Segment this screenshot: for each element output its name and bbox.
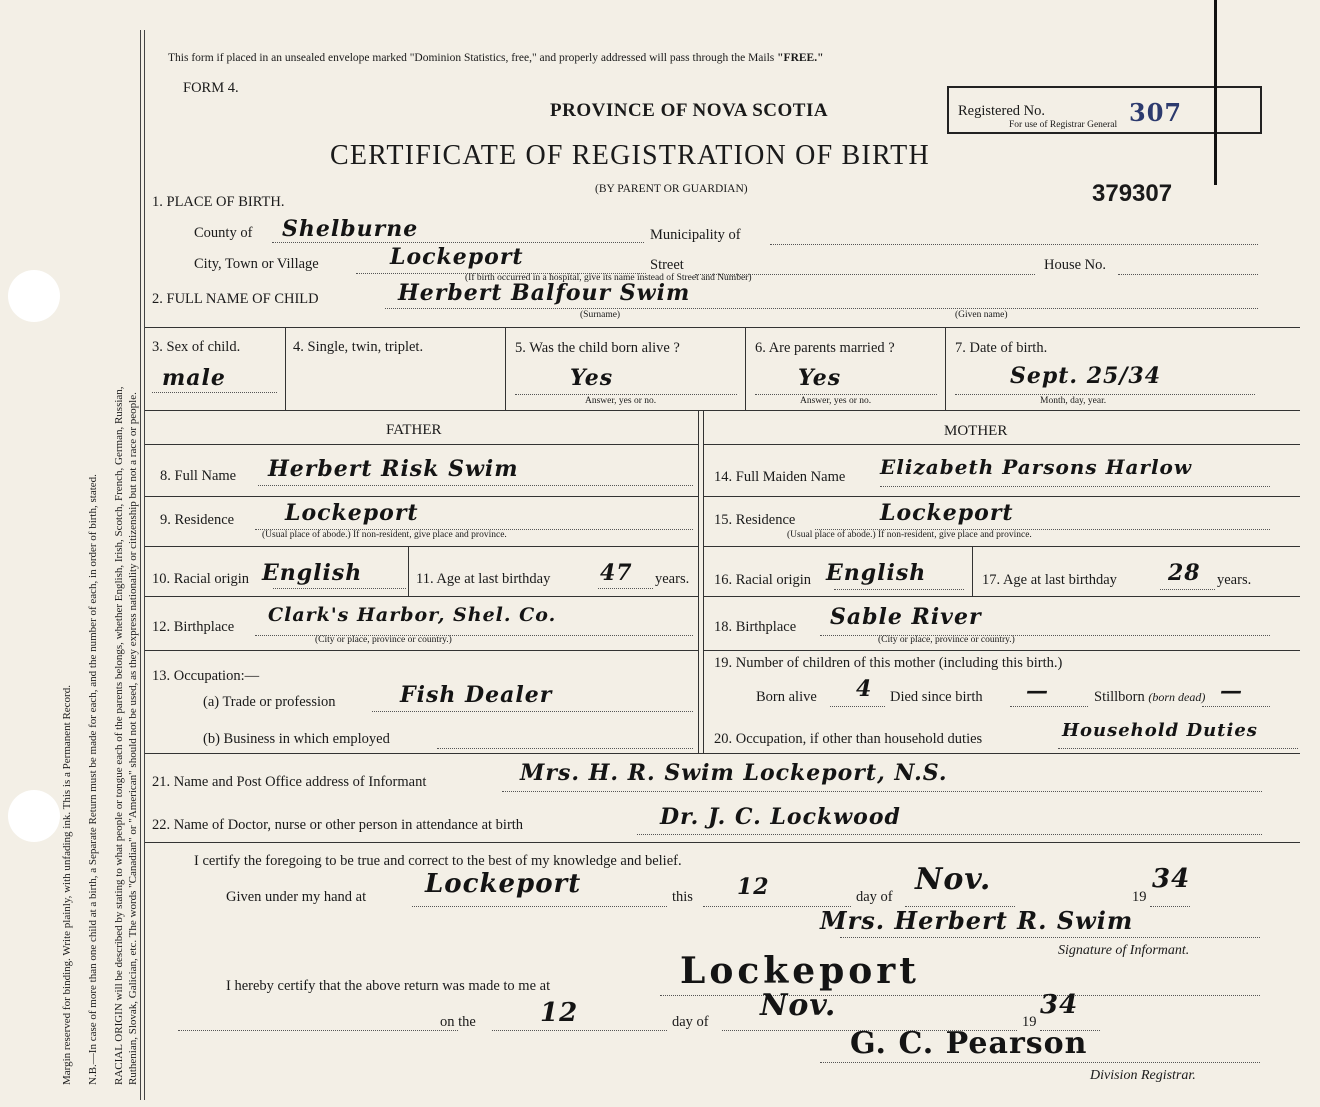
date-of-birth-label: 7. Date of birth. (955, 340, 1048, 356)
given-place-value: Lockeport (425, 869, 582, 899)
father-age-line (598, 588, 653, 589)
mother-racial-label: 16. Racial origin (714, 572, 812, 588)
registered-label: Registered No. (958, 103, 1045, 119)
parents-married-line (755, 394, 937, 395)
month-value: Nov. (915, 862, 992, 897)
child-name-value: Herbert Balfour Swim (398, 280, 691, 306)
margin-note-multiple-births: N.B.—In case of more than one child at a birth, a Separate Return must be made for each, and the number of each, in order of birth, stated. (87, 474, 99, 1085)
col-divider-1 (285, 327, 286, 410)
informant-line (502, 791, 1262, 792)
father-trade-line (372, 711, 693, 712)
rule-mother-4 (703, 650, 1300, 651)
father-racial-line (273, 588, 406, 589)
rule-above-certification (145, 842, 1300, 843)
doctor-label: 22. Name of Doctor, nurse or other person in attendance at birth (152, 817, 524, 833)
registrar-month-value: Nov. (760, 988, 837, 1023)
rule-father-2 (145, 546, 698, 547)
county-label: County of (194, 225, 253, 241)
father-business-line (437, 748, 693, 749)
mail-notice: This form if placed in an unsealed envelope marked "Dominion Statistics, free," and properly addressed will pass through the Mails "FREE." (168, 52, 824, 64)
this-label: this (672, 889, 693, 905)
father-name-line (258, 485, 693, 486)
mother-age-label: 17. Age at last birthday (982, 572, 1117, 588)
city-value: Lockeport (390, 244, 524, 270)
father-name-value: Herbert Risk Swim (268, 456, 519, 482)
registrar-day-line (492, 1030, 667, 1031)
binding-hole-bottom (8, 790, 60, 842)
year-line (1150, 906, 1190, 907)
rule-above-sex (145, 327, 1300, 328)
registrar-signature-line (820, 1062, 1260, 1063)
margin-note-permanent: Margin reserved for binding. Write plainly, with unfading ink. This is a Permanent Record. (61, 685, 73, 1085)
municipality-label: Municipality of (650, 227, 741, 243)
province-heading: PROVINCE OF NOVA SCOTIA (550, 100, 829, 121)
house-line (1118, 274, 1258, 275)
certify-statement: I certify the foregoing to be true and correct to the best of my knowledge and belief. (194, 853, 682, 869)
street-label: Street (650, 257, 684, 273)
year-value: 34 (1152, 864, 1191, 894)
rule-father-4 (145, 650, 698, 651)
father-residence-value: Lockeport (285, 500, 419, 526)
parents-divider (698, 410, 699, 753)
parents-married-note: Answer, yes or no. (800, 396, 872, 406)
mother-age-line (1160, 589, 1215, 590)
doctor-line (637, 834, 1262, 835)
father-age-value: 47 (600, 560, 633, 586)
father-racial-divider (408, 546, 409, 596)
father-business-label: (b) Business in which employed (203, 731, 390, 747)
registrar-statement: I hereby certify that the above return was made to me at (226, 978, 551, 994)
rule-mother-3 (703, 596, 1300, 597)
doctor-value: Dr. J. C. Lockwood (660, 804, 901, 830)
multiple-birth-label: 4. Single, twin, triplet. (293, 339, 424, 355)
mother-racial-value: English (826, 560, 927, 586)
house-label: House No. (1044, 257, 1107, 273)
informant-signature: Mrs. Herbert R. Swim (820, 906, 1134, 935)
died-since-birth-value: — (1026, 678, 1049, 704)
date-of-birth-value: Sept. 25/34 (1010, 363, 1162, 389)
died-since-birth-line (1010, 706, 1088, 707)
father-trade-label: (a) Trade or profession (203, 694, 336, 710)
father-trade-value: Fish Dealer (400, 682, 553, 708)
born-alive-label: 5. Was the child born alive ? (515, 340, 680, 356)
father-occupation-label: 13. Occupation:— (152, 668, 260, 684)
registrar-use-note: For use of Registrar General (1009, 120, 1118, 130)
rule-above-parents (145, 410, 1300, 411)
form-number: FORM 4. (183, 80, 239, 96)
mother-racial-line (834, 589, 964, 590)
sex-line (152, 392, 277, 393)
date-of-birth-note: Month, day, year. (1040, 396, 1107, 406)
stillborn-value: — (1220, 678, 1243, 704)
stillborn-line (1202, 706, 1270, 707)
on-the-label: on the (440, 1014, 476, 1030)
registrar-year-prefix: 19 (1022, 1014, 1037, 1030)
rule-father-heading (145, 444, 698, 445)
father-age-suffix: years. (655, 571, 690, 587)
stillborn-label: Stillborn (born dead) (1094, 689, 1206, 705)
parents-divider-2 (703, 410, 704, 753)
col-divider-4 (945, 327, 946, 410)
surname-note: (Surname) (580, 310, 621, 320)
born-alive-count-label: Born alive (756, 689, 817, 705)
hospital-note: (If birth occurred in a hospital, give its name instead of Street and Number) (465, 273, 752, 283)
father-birthplace-value: Clark's Harbor, Shel. Co. (268, 604, 557, 626)
document-title: CERTIFICATE OF REGISTRATION OF BIRTH (330, 140, 930, 171)
rule-mother-1 (703, 496, 1300, 497)
mother-name-value: Elizabeth Parsons Harlow (880, 455, 1193, 479)
mother-name-line (880, 486, 1270, 487)
died-since-birth-label: Died since birth (890, 689, 983, 705)
child-name-line (385, 308, 1258, 309)
mother-racial-divider (972, 546, 973, 596)
born-alive-line (515, 394, 737, 395)
signature-line (840, 937, 1260, 938)
binding-hole-top (8, 270, 60, 322)
father-birthplace-label: 12. Birthplace (152, 619, 235, 635)
sex-label: 3. Sex of child. (152, 339, 241, 355)
margin-rule-inner (144, 30, 145, 1100)
born-alive-count-line (830, 706, 885, 707)
this-day-value: 12 (737, 874, 770, 900)
margin-note-racial-origin-cont: Ruthenian, Slovak, Galician, etc. The words "Canadian" or "American" should not be used, as they express nationality or citizenship but not a race or people. (127, 392, 139, 1085)
mother-residence-value: Lockeport (880, 500, 1014, 526)
col-divider-2 (505, 327, 506, 410)
father-residence-label: 9. Residence (160, 512, 235, 528)
day-of-label: day of (856, 889, 893, 905)
born-alive-note: Answer, yes or no. (585, 396, 657, 406)
child-name-label: 2. FULL NAME OF CHILD (152, 291, 319, 307)
mother-age-value: 28 (1168, 560, 1201, 586)
informant-value: Mrs. H. R. Swim Lockeport, N.S. (520, 760, 948, 786)
born-alive-count-value: 4 (856, 676, 873, 702)
margin-rule (140, 30, 141, 1100)
signature-label: Signature of Informant. (1058, 943, 1190, 958)
year-prefix: 19 (1132, 889, 1147, 905)
county-line (272, 242, 644, 243)
father-residence-note: (Usual place of abode.) If non-resident, give place and province. (262, 530, 507, 540)
rule-father-3 (145, 596, 698, 597)
mother-birthplace-note: (City or place, province or country.) (878, 635, 1015, 645)
municipality-line (770, 244, 1258, 245)
registrar-signature-label: Division Registrar. (1090, 1068, 1196, 1083)
mother-heading: MOTHER (944, 423, 1008, 439)
father-name-label: 8. Full Name (160, 468, 237, 484)
place-of-birth-label: 1. PLACE OF BIRTH. (152, 194, 285, 210)
rule-mother-heading (703, 444, 1300, 445)
mother-birthplace-label: 18. Birthplace (714, 619, 797, 635)
registered-value: 307 (1129, 98, 1183, 127)
father-racial-value: English (262, 560, 363, 586)
registrar-place-value: Lockeport (680, 950, 920, 992)
city-label: City, Town or Village (194, 256, 319, 272)
mother-residence-label: 15. Residence (714, 512, 796, 528)
margin-note-racial-origin: RACIAL ORIGIN will be described by stating to what people or tongue each of the parents belongs, whether English, Irish, Scotch, French, German, Russian, (113, 386, 125, 1085)
father-heading: FATHER (386, 422, 442, 438)
born-alive-value: Yes (570, 365, 614, 391)
col-divider-3 (745, 327, 746, 410)
registrar-day-of-label: day of (672, 1014, 709, 1030)
rule-below-parents (145, 753, 1300, 754)
given-name-note: (Given name) (955, 310, 1008, 320)
date-of-birth-line (955, 394, 1255, 395)
mother-occupation-line (1058, 748, 1298, 749)
mother-name-label: 14. Full Maiden Name (714, 469, 846, 485)
mother-birthplace-value: Sable River (830, 604, 982, 630)
mother-occupation-label: 20. Occupation, if other than household duties (714, 731, 983, 747)
mother-children-label: 19. Number of children of this mother (including this birth.) (714, 655, 1063, 671)
stamp-number: 379307 (1092, 180, 1173, 207)
mother-occupation-value: Household Duties (1062, 720, 1258, 741)
sex-value: male (162, 365, 226, 391)
registrar-day-value: 12 (540, 998, 579, 1028)
given-under-label: Given under my hand at (226, 889, 367, 905)
registrar-year-value: 34 (1040, 990, 1079, 1020)
father-racial-label: 10. Racial origin (152, 571, 250, 587)
given-place-line (412, 906, 667, 907)
father-age-label: 11. Age at last birthday (416, 571, 551, 587)
rule-father-1 (145, 496, 698, 497)
parents-married-value: Yes (798, 365, 842, 391)
father-birthplace-note: (City or place, province or country.) (315, 635, 452, 645)
mother-residence-note: (Usual place of abode.) If non-resident, give place and province. (787, 530, 1032, 540)
ink-stroke (1214, 0, 1217, 185)
registrar-lead-line (178, 1030, 458, 1031)
parents-married-label: 6. Are parents married ? (755, 340, 895, 356)
document-subtitle: (BY PARENT OR GUARDIAN) (595, 183, 748, 195)
registrar-place-line (660, 995, 1260, 996)
registrar-signature: G. C. Pearson (850, 1026, 1088, 1061)
county-value: Shelburne (282, 216, 419, 242)
mother-age-suffix: years. (1217, 572, 1252, 588)
informant-label: 21. Name and Post Office address of Informant (152, 774, 427, 790)
rule-mother-2 (703, 546, 1300, 547)
